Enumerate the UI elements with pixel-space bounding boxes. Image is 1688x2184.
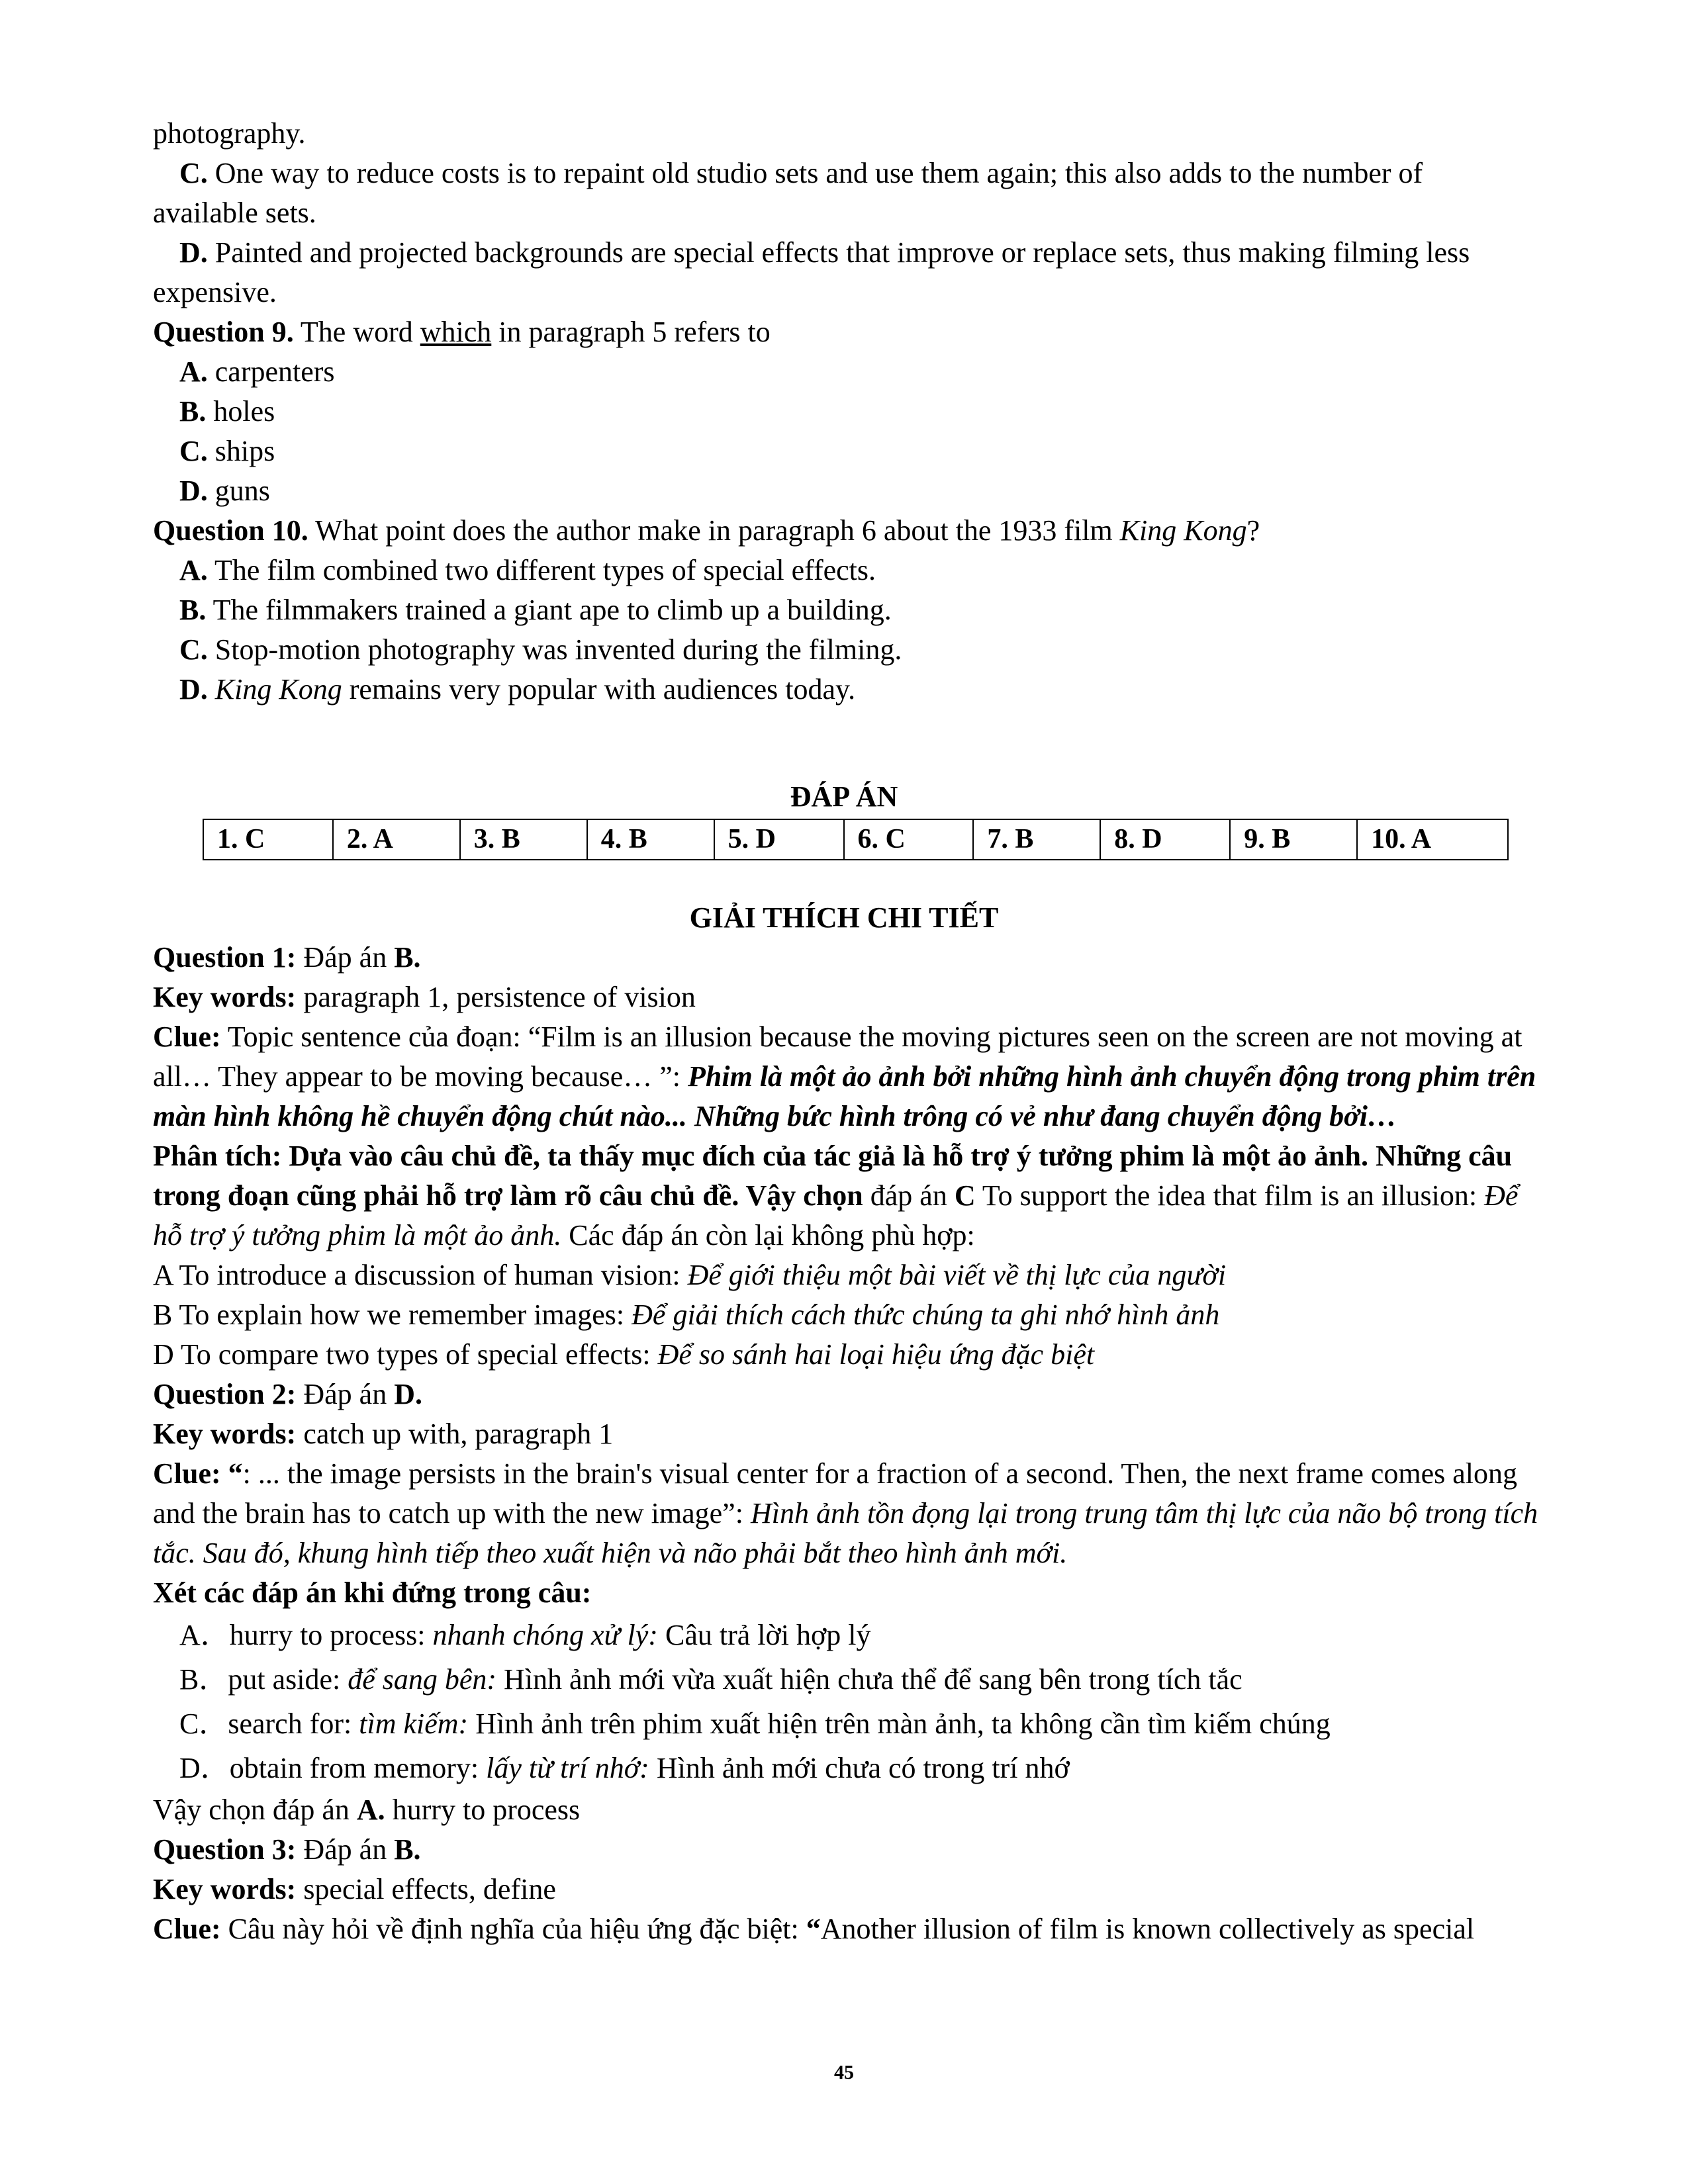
paragraph	[153, 432, 1550, 471]
text-run: Another illusion of film is known collectively as special	[820, 1913, 1475, 1945]
paragraph	[153, 312, 1550, 352]
text-run: guns	[207, 475, 270, 507]
paragraph	[153, 1454, 1550, 1573]
paragraph	[153, 471, 1550, 511]
questions-section	[153, 114, 1550, 709]
text-run: Để hỗ trợ ý tưởng phim là một ảo ảnh.	[153, 1179, 1519, 1251]
text-run: “	[220, 1457, 243, 1490]
text-run: The film combined two different types of special effects.	[207, 554, 876, 586]
answer-cell: 4. B	[587, 819, 714, 860]
text-run: Key words:	[153, 1418, 297, 1450]
text-run: Hình ảnh mới vừa xuất hiện chưa thể để sang bên trong tích tắc	[496, 1663, 1243, 1696]
text-run: carpenters	[207, 355, 335, 388]
text-run: Các đáp án còn lại không phù hợp:	[561, 1219, 975, 1251]
text-run: King Kong	[1119, 514, 1247, 547]
text-run: A．hurry to process:	[179, 1619, 433, 1651]
text-run: The filmmakers trained a giant ape to climb up a building.	[206, 594, 892, 626]
paragraph	[153, 511, 1550, 551]
paragraph	[153, 1017, 1550, 1136]
paragraph	[153, 193, 1550, 233]
text-run: in paragraph 5 refers to	[491, 316, 771, 348]
text-run: Question 2:	[153, 1378, 297, 1410]
text-run: B．put aside:	[179, 1663, 348, 1696]
text-run	[208, 673, 215, 705]
text-run: Topic sentence của đoạn: “Film is an illusion because the moving pictures seen on the screen are not moving at all… They appear to be moving because… ”:	[153, 1021, 1523, 1093]
paragraph	[153, 1136, 1550, 1255]
text-run: D.	[179, 673, 208, 705]
explanation-title: GIẢI THÍCH CHI TIẾT	[689, 901, 999, 934]
text-run: B.	[179, 594, 207, 626]
text-run: ships	[207, 435, 275, 467]
text-run: C.	[179, 157, 208, 189]
text-run: Stop-motion photography was invented during the filming.	[207, 633, 902, 666]
text-run: Đáp án	[296, 941, 395, 974]
text-run: remains very popular with audiences today.	[342, 673, 856, 705]
text-run: C．search for:	[179, 1707, 359, 1740]
text-run: Clue:	[153, 1457, 221, 1490]
paragraph	[153, 154, 1550, 193]
text-run: Hình ảnh trên phim xuất hiện trên màn ảnh, ta không cần tìm kiếm chúng	[468, 1707, 1331, 1740]
text-run: expensive.	[153, 276, 277, 308]
answer-cell: 1. C	[203, 819, 333, 860]
explanation-section	[153, 938, 1550, 1949]
paragraph	[153, 1790, 1550, 1830]
text-run: Question 10.	[153, 514, 308, 547]
text-run: photography.	[153, 117, 306, 150]
answer-cell: 5. D	[714, 819, 844, 860]
paragraph	[153, 630, 1550, 670]
text-run: D．obtain from memory:	[179, 1752, 487, 1784]
text-run: A.	[179, 554, 208, 586]
text-run: Phim là một ảo ảnh bởi những hình ảnh chuyển động trong phim trên màn hình không hề chuyển động chút nào... Những bức hình trông có vẻ như đang chuyển động bởi…	[153, 1060, 1536, 1132]
text-run: Question 1:	[153, 941, 297, 974]
text-run: A.	[179, 355, 208, 388]
text-run: tìm kiếm:	[359, 1707, 469, 1740]
paragraph	[153, 352, 1550, 392]
text-run: catch up with, paragraph 1	[296, 1418, 614, 1450]
text-run: Clue:	[153, 1913, 221, 1945]
text-run: Câu trả lời hợp lý	[657, 1619, 871, 1651]
paragraph	[153, 1870, 1550, 1909]
paragraph	[153, 1255, 1550, 1295]
text-run: available sets.	[153, 197, 316, 229]
text-run: Hình ảnh tồn đọng lại trong trung tâm thị lực của não bộ trong tích tắc. Sau đó, khung hình tiếp theo xuất hiện và não phải bắt theo hình ảnh mới.	[153, 1497, 1538, 1569]
paragraph	[153, 590, 1550, 630]
answer-cell: 9. B	[1230, 819, 1357, 860]
text-run: B.	[394, 1833, 421, 1866]
text-run: C	[954, 1179, 976, 1212]
text-run: paragraph 1, persistence of vision	[296, 981, 696, 1013]
answer-cell: 6. C	[844, 819, 974, 860]
paragraph	[153, 1414, 1550, 1454]
text-run: lấy từ trí nhớ:	[486, 1752, 649, 1784]
text-run: A To introduce a discussion of human vision:	[153, 1259, 688, 1291]
text-run: What point does the author make in paragraph 6 about the 1933 film	[308, 514, 1120, 547]
text-run: Key words:	[153, 981, 297, 1013]
text-run: D.	[179, 236, 208, 269]
text-run: Clue:	[153, 1021, 221, 1053]
text-run: B.	[394, 941, 421, 974]
text-run: B To explain how we remember images:	[153, 1298, 632, 1331]
paragraph	[153, 1375, 1550, 1414]
text-run: hurry to process	[385, 1794, 581, 1826]
paragraph	[153, 1613, 1550, 1657]
text-run: D.	[179, 475, 208, 507]
text-run: Câu này hỏi về định nghĩa của hiệu ứng đặc biệt:	[220, 1913, 806, 1945]
text-run: Để giải thích cách thức chúng ta ghi nhớ hình ảnh	[632, 1298, 1220, 1331]
text-run: King Kong	[214, 673, 342, 705]
paragraph	[153, 1573, 1550, 1613]
paragraph	[153, 233, 1550, 273]
text-run: Question 9.	[153, 316, 294, 348]
paragraph	[153, 1295, 1550, 1335]
answer-key-row	[203, 819, 1508, 860]
text-run: “	[806, 1913, 821, 1945]
text-run: C.	[179, 435, 208, 467]
paragraph	[153, 670, 1550, 709]
text-run: D.	[394, 1378, 422, 1410]
paragraph	[153, 1746, 1550, 1790]
answer-cell: 8. D	[1100, 819, 1230, 860]
paragraph	[153, 1830, 1550, 1870]
text-run: Để giới thiệu một bài viết về thị lực của người	[687, 1259, 1227, 1291]
paragraph	[153, 551, 1550, 590]
paragraph	[153, 1335, 1550, 1375]
text-run: C.	[179, 633, 208, 666]
text-run: Xét các đáp án khi đứng trong câu:	[153, 1576, 592, 1609]
text-run: Đáp án	[296, 1833, 395, 1866]
paragraph	[153, 1909, 1550, 1949]
text-run: Key words:	[153, 1873, 297, 1905]
paragraph	[153, 273, 1550, 312]
text-run: D To compare two types of special effects:	[153, 1338, 658, 1371]
paragraph	[153, 392, 1550, 432]
text-run: ?	[1246, 514, 1260, 547]
answer-cell: 7. B	[973, 819, 1100, 860]
text-run: đáp án	[863, 1179, 955, 1212]
answer-key-table	[203, 819, 1509, 860]
text-run: Painted and projected backgrounds are special effects that improve or replace sets, thus making filming less	[207, 236, 1470, 269]
paragraph	[153, 1657, 1550, 1702]
text-run: holes	[206, 395, 275, 428]
page-number: 45	[834, 2062, 854, 2083]
text-run: One way to reduce costs is to repaint old studio sets and use them again; this also adds to the number of	[207, 157, 1423, 189]
text-run: Đáp án	[296, 1378, 395, 1410]
text-run: Phân tích: Dựa vào câu chủ đề, ta thấy mục đích của tác giả là hỗ trợ ý tưởng phim là một ảo ảnh. Những câu trong đoạn cũng phải hỗ trợ làm rõ câu chủ đề. Vậy chọn	[153, 1140, 1513, 1212]
text-run: A.	[356, 1794, 385, 1826]
text-run: Để so sánh hai loại hiệu ứng đặc biệt	[657, 1338, 1095, 1371]
paragraph	[153, 978, 1550, 1017]
text-run: which	[420, 316, 492, 348]
answer-cell: 3. B	[460, 819, 587, 860]
text-run: Vậy chọn đáp án	[153, 1794, 357, 1826]
answer-cell: 10. A	[1357, 819, 1508, 860]
text-run: nhanh chóng xử lý:	[432, 1619, 658, 1651]
paragraph	[153, 114, 1550, 154]
answer-key-title: ĐÁP ÁN	[790, 780, 898, 813]
text-run: B.	[179, 395, 207, 428]
paragraph	[153, 938, 1550, 978]
text-run: : ... the image persists in the brain's visual center for a fraction of a second. Then, the next frame comes along and the brain has to catch up with the new image”:	[153, 1457, 1518, 1529]
answer-cell: 2. A	[333, 819, 460, 860]
text-run: special effects, define	[296, 1873, 556, 1905]
text-run: The word	[293, 316, 420, 348]
text-run: Question 3:	[153, 1833, 297, 1866]
text-run: Hình ảnh mới chưa có trong trí nhớ	[649, 1752, 1070, 1784]
text-run: để sang bên:	[348, 1663, 497, 1696]
text-run: To support the idea that film is an illusion:	[975, 1179, 1485, 1212]
paragraph	[153, 1702, 1550, 1746]
